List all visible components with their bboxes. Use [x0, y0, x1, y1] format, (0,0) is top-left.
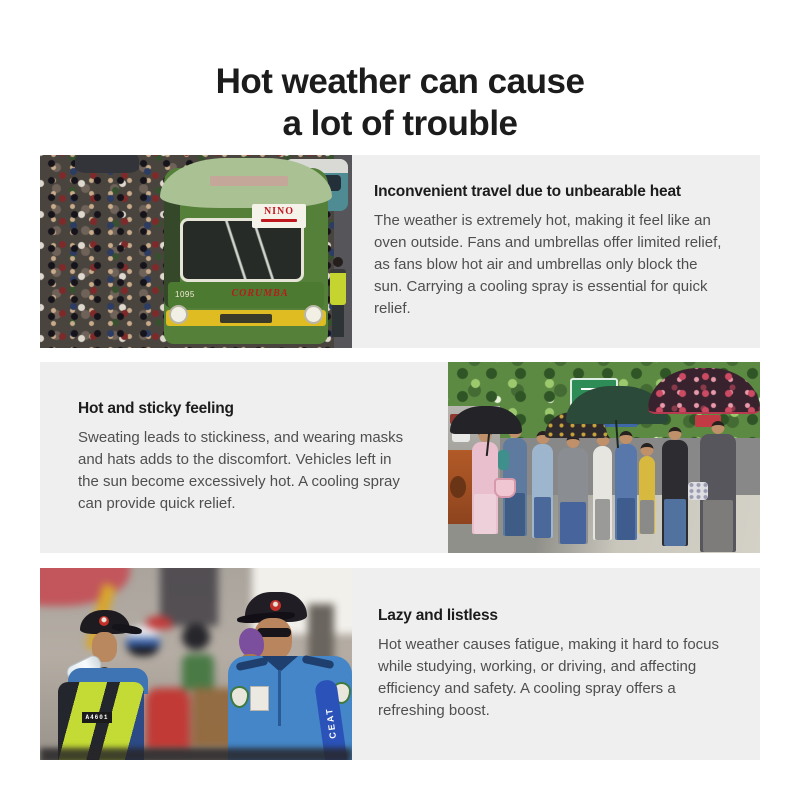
bus-bumper [166, 310, 326, 326]
traffic-officer-figure [328, 257, 348, 341]
officer-head [333, 257, 343, 267]
section-heading-1: Inconvenient travel due to unbearable heat [374, 183, 681, 200]
red-sweater-person [146, 688, 190, 750]
queued-person [558, 448, 588, 544]
page-title [0, 61, 800, 145]
queued-person-black-top [662, 440, 688, 546]
queued-person [532, 444, 553, 538]
green-bus [158, 158, 332, 348]
section-hot-sticky [40, 362, 760, 553]
officer-hi-vis-vest [330, 269, 346, 305]
page-title-line-2: a lot of trouble [282, 104, 518, 144]
section-heading-2: Hot and sticky feeling [78, 400, 234, 417]
page-title-line-1: Hot weather can cause [215, 62, 585, 102]
bus-roof-banner [210, 176, 288, 186]
sleeve-brand-text: CEAT [323, 706, 339, 740]
pink-handbag [494, 478, 516, 498]
queued-person [639, 456, 655, 534]
queued-person [615, 444, 637, 540]
photo-traffic-officers-heat [40, 568, 352, 760]
dark-umbrella [75, 155, 139, 173]
photo-queue-with-umbrellas [448, 362, 760, 553]
text-panel-3 [352, 568, 760, 760]
bus-headlight-right [304, 305, 323, 324]
text-panel-1 [352, 155, 760, 348]
section-body-1: The weather is extremely hot, making it feel like an oven outside. Fans and umbrellas offer limited relief, as fans blow hot air and umbrellas only block the sun. Carrying a cooling spray is essential for quick relief. [374, 212, 722, 317]
foreground-blur [40, 748, 352, 760]
green-shirt-rider [182, 654, 214, 690]
bus-headlight-left [169, 305, 188, 324]
teal-backpack [498, 450, 509, 470]
section-body-2: Sweating leads to stickiness, and wearing masks and hats adds to the discomfort. Vehicles left in the sun become excessively hot. A cooling spray can provide quick relief. [78, 429, 404, 512]
bus-front-lettering: CORUMBA [231, 288, 289, 299]
black-helmet [182, 624, 210, 650]
red-umbrella [40, 568, 130, 606]
section-body-3: Hot weather causes fatigue, making it hard to focus while studying, working, or driving, and affecting efficiency and safety. A cooling spray offers a refreshing boost. [378, 635, 720, 719]
id-card [250, 686, 269, 711]
bus-license-plate [220, 314, 271, 323]
section-inconvenient-travel [40, 155, 760, 348]
bus-front-band [168, 282, 324, 308]
bus-fleet-number: 1095 [175, 290, 195, 299]
vest-id-tag: A4601 [82, 712, 112, 723]
uniform-placket [278, 670, 281, 726]
officer-legs [332, 305, 344, 337]
photo-crowded-street-green-bus [40, 155, 352, 348]
queued-person [593, 446, 612, 540]
bus-route-sign: NINO [252, 204, 306, 228]
text-panel-2 [40, 362, 448, 553]
floral-handbag [688, 482, 708, 500]
section-lazy-listless [40, 568, 760, 760]
section-heading-3: Lazy and listless [378, 606, 498, 624]
